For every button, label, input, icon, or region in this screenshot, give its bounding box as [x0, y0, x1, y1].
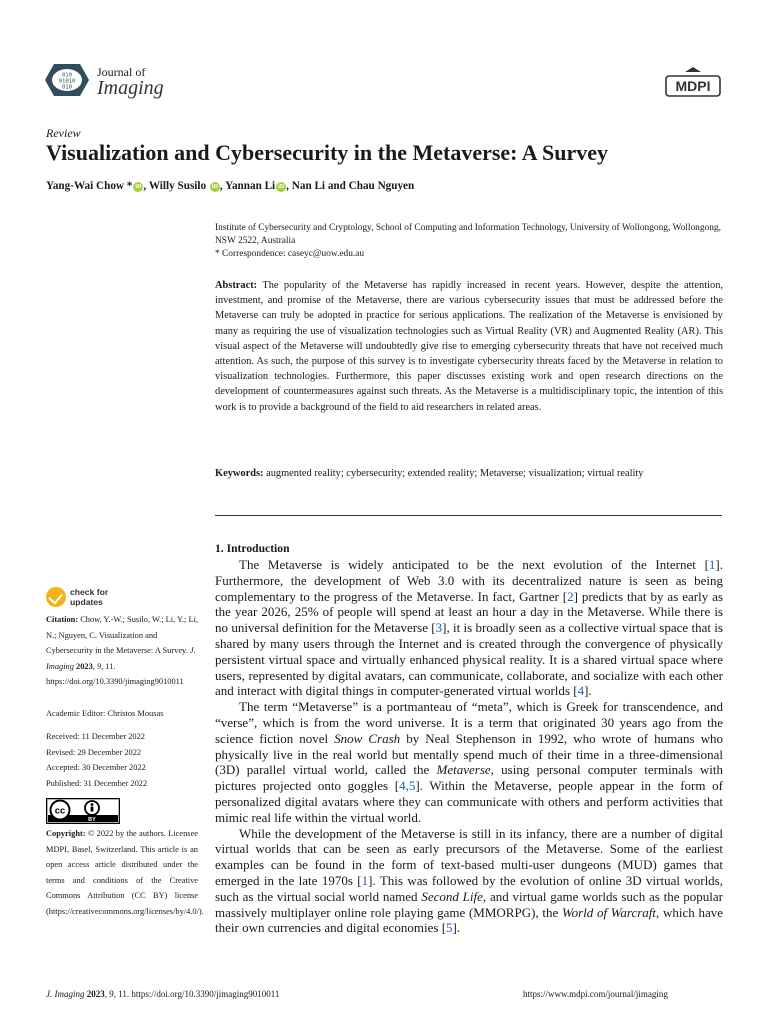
citation-link[interactable]: 5	[446, 920, 453, 936]
citation-link[interactable]: 3	[435, 620, 443, 636]
svg-text:010: 010	[61, 84, 73, 91]
citation-link[interactable]: 1	[361, 872, 369, 888]
author-4[interactable]: Nan Li and Chau Nguyen	[291, 180, 415, 192]
citation: Citation: Chow, Y.-W.; Susilo, W.; Li, Y.; Li, N.; Nguyen, C. Visualization and Cybersecurity in the Metaverse: A Survey. J. Imaging 2023, 9, 11. https://doi.org/10.3390/jimaging9010011	[46, 615, 199, 687]
footer-citation: J. Imaging 2023, 9, 11. https://doi.org/10.3390/jimaging9010011	[46, 989, 280, 999]
article-title: Visualization and Cybersecurity in the Metaverse: A Survey	[46, 140, 608, 165]
citation-link[interactable]: 1	[708, 557, 716, 572]
divider	[215, 515, 722, 516]
affiliation-block	[215, 222, 723, 261]
paragraph: While the development of the Metaverse is still in its infancy, there are a number of digital virtual worlds that can be seen as early precursors of the Metaverse. Some of the earliest examples can be found in the form of text-based multi-user dungeons (MUD) games that emerged in the late 1970s [1]. This was followed by the evolution of online 3D virtual worlds, such as the virtual social world named Second Life, and virtual game worlds such as the popular massively multiplayer online role playing game (MMORPG), the World of Warcraft, which have their own currencies and digital economies [5].	[215, 825, 724, 936]
introduction-body	[215, 557, 723, 936]
svg-text:010: 010	[61, 72, 73, 79]
section-heading: 1. Introduction	[215, 542, 290, 555]
cc-by-label: BY	[88, 817, 96, 823]
mdpi-logo-icon[interactable]	[664, 66, 722, 98]
revised-date: Revised: 29 December 2022	[46, 747, 142, 757]
journal-name: Imaging	[97, 77, 164, 99]
keywords-label: Keywords:	[215, 468, 264, 479]
orcid-icon[interactable]: iD	[135, 184, 142, 190]
footer-journal-url[interactable]: https://www.mdpi.com/journal/jimaging	[523, 989, 668, 999]
author-1[interactable]: Yang-Wai Chow *	[46, 180, 133, 192]
abstract	[215, 278, 723, 415]
citation-link[interactable]: 2	[567, 588, 574, 604]
citation-link[interactable]: 4,5	[399, 778, 416, 794]
academic-editor: Academic Editor: Christos Mousas	[46, 709, 164, 718]
svg-text:cc: cc	[54, 805, 66, 817]
paragraph: The Metaverse is widely anticipated to be the next evolution of the Internet [1]. Furthermore, the development of Web 3.0 with its decentralized nature is seen as being complementary to the progress of the Metaverse. In fact, Gartner [2] predicts that by as early as the year 2026, 25% of people will spend at least an hour a day in the Metaverse. While there is no universal definition for the Metaverse [3], it is broadly seen as a collective virtual space that is shared by many users through the Internet and is created through the convergence of physically persistent virtual space and virtually enhanced physical reality. It is a shared virtual space where users, represented by digital avatars, can communicate, collaborate, and socialize with each other and interact with digital things in computer-generated virtual worlds [4].	[215, 557, 723, 699]
orcid-icon[interactable]: iD	[278, 184, 285, 190]
dates	[46, 729, 198, 791]
check-for-updates-button[interactable]	[46, 586, 186, 610]
accepted-date: Accepted: 30 December 2022	[46, 763, 146, 773]
affiliation: Institute of Cybersecurity and Cryptology, School of Computing and Information Technology, University of Wollongong, Wollongong, NSW 2522, Australia	[215, 223, 721, 246]
article-type: Review	[46, 126, 81, 140]
journal-imaging-logo-icon	[44, 62, 90, 98]
check-for-updates-label: check for updates	[70, 587, 109, 607]
abstract-text: The popularity of the Metaverse has rapidly increased in recent years. However, despite the attention, investment, and promise of the Metaverse, there are various cybersecurity issues that must be addressed before the Metaverse can truly be adopted in practice for serious applications. The realization of the Metaverse is envisioned by many as requiring the use of visualization technologies such as Virtual Reality (VR) and Augmented Reality (AR). This visual aspect of the Metaverse will undoubtedly give rise to emerging cybersecurity threats that have not received much attention. As such, the purpose of this survey is to investigate cybersecurity threats faced by the Metaverse in relation to visualization technologies. Furthermore, this paper discusses existing work and open research directions on the development of countermeasures against such threats. As the Metaverse is a multidisciplinary topic, the intention of this work is to provide a background of the field to aid researchers in related areas.	[215, 280, 723, 413]
citation-link[interactable]: 4	[577, 683, 585, 699]
abstract-label: Abstract:	[215, 280, 258, 291]
published-date: Published: 31 December 2022	[46, 778, 148, 788]
copyright: Copyright: © 2022 by the authors. Licensee MDPI, Basel, Switzerland. This article is an open access article distributed under the terms and conditions of the Creative Commons Attribution (CC BY) license (https://creativecommons.org/licenses/by/4.0/).	[46, 829, 204, 916]
keywords	[215, 466, 723, 482]
orcid-icon[interactable]: iD	[211, 184, 218, 190]
author-3[interactable]: Yannan Li	[225, 180, 276, 192]
journal-of-label: Journal of	[97, 65, 146, 79]
mdpi-logo-text: MDPI	[675, 78, 711, 94]
author-2[interactable]: Willy Susilo	[148, 180, 207, 192]
check-badge-icon	[46, 587, 66, 607]
paragraph: The term “Metaverse” is a portmanteau of “meta”, which is Greek for transcendence, and “verse”, which is from the word universe. It is a term that originated 30 years ago from the science fiction novel Snow Crash by Neal Stephenson in 1992, who wrote of humans who physically live in the real world but mentally spend much of their time in a three-dimensional (3D) parallel virtual world, called the Metaverse, using personal computer terminals with pictures projected onto goggles [4,5]. Within the Metaverse, people appear in the form of personalized digital avatars where they can communicate with others and perform activities that mimic real life within the virtual world.	[215, 699, 723, 825]
correspondence: * Correspondence: caseyc@uow.edu.au	[215, 249, 365, 259]
keywords-text: augmented reality; cybersecurity; extended reality; Metaverse; visualization; virtual reality	[266, 468, 644, 479]
received-date: Received: 11 December 2022	[46, 732, 145, 741]
svg-text:01010: 01010	[58, 78, 76, 85]
author-list: Yang-Wai Chow * iD , Willy Susilo iD , Yannan Li iD , Nan Li and Chau Nguyen	[46, 180, 415, 192]
cc-by-license-icon[interactable]	[46, 798, 120, 824]
